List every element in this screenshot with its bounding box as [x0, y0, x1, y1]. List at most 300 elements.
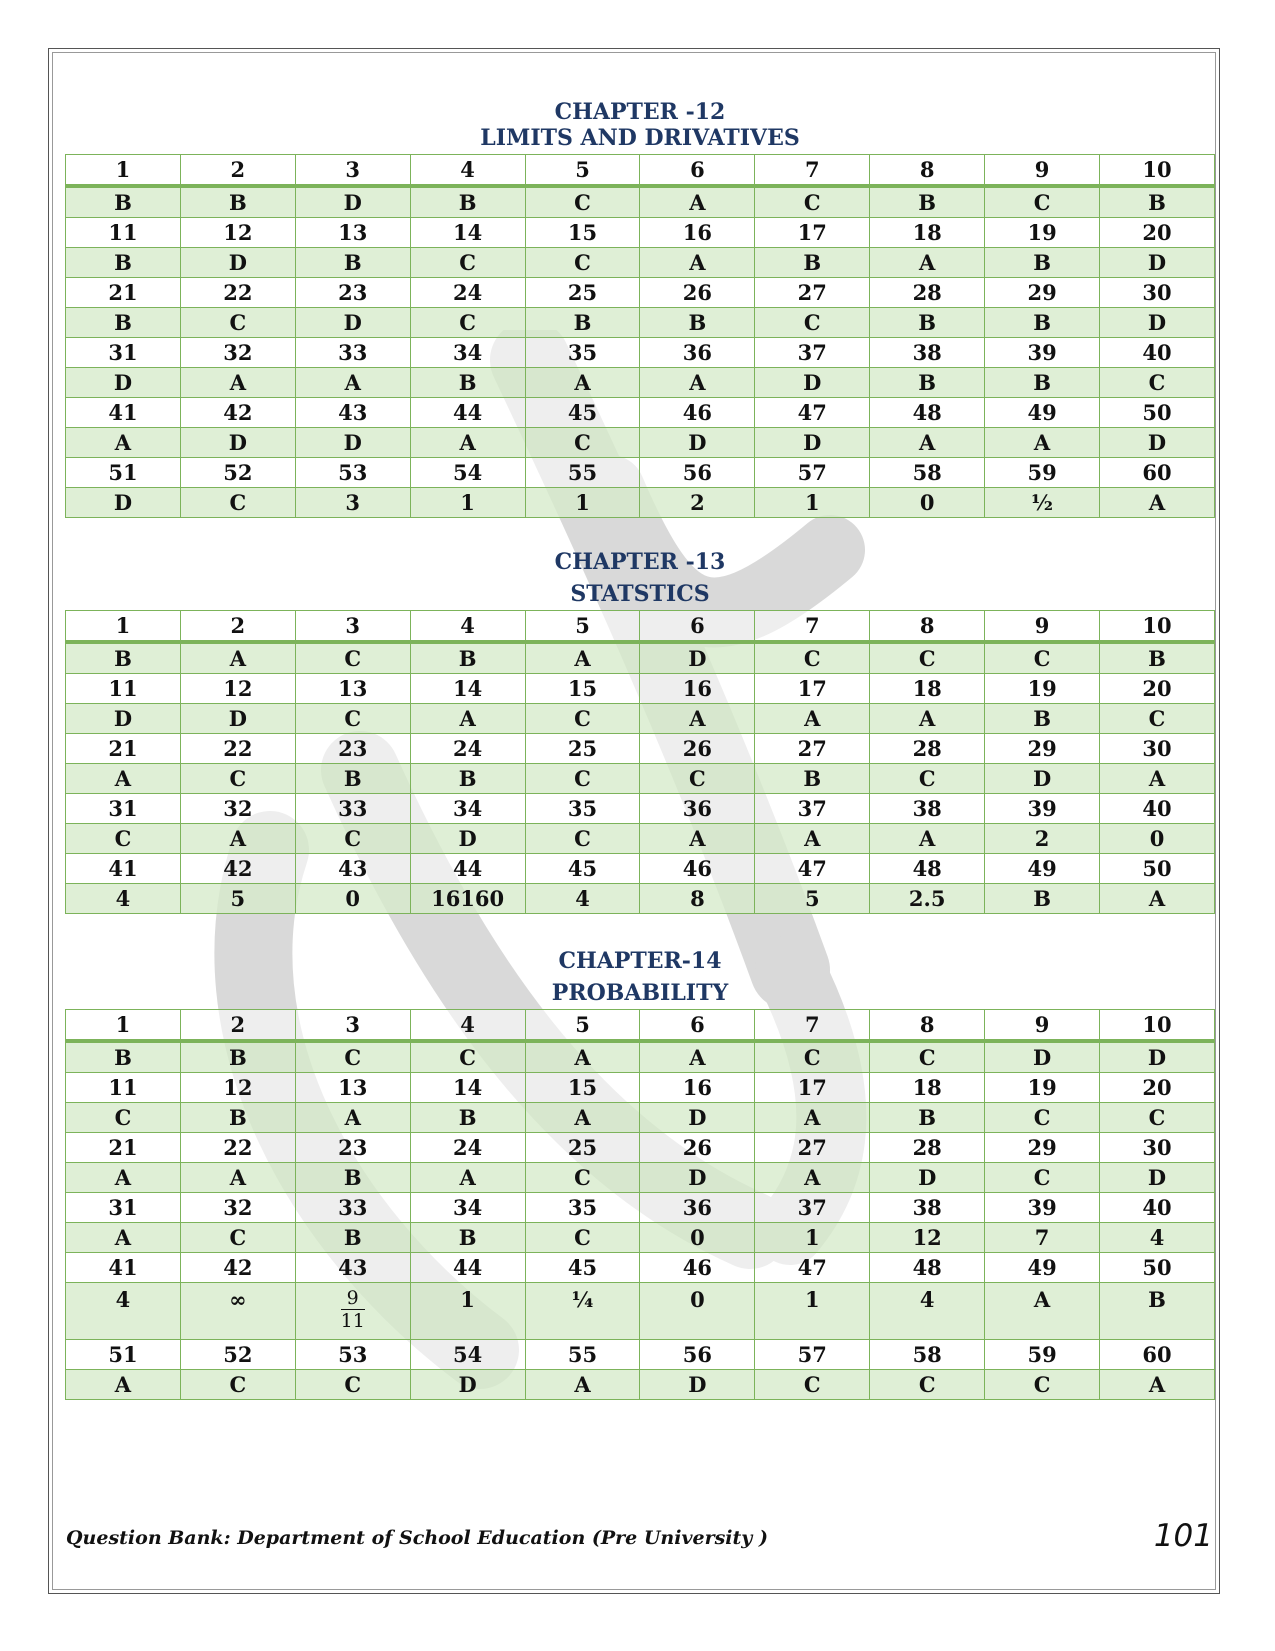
question-number-cell: 39	[985, 338, 1100, 368]
answer-cell: C	[410, 308, 525, 338]
chapter-14-title: CHAPTER-14	[558, 948, 722, 974]
question-number-cell: 50	[1100, 398, 1215, 428]
answer-cell: B	[870, 368, 985, 398]
question-number-row	[66, 854, 1215, 884]
answer-cell: A	[525, 642, 640, 674]
question-number-cell: 2	[180, 1010, 295, 1042]
answer-cell: D	[295, 186, 410, 218]
question-number-cell: 22	[180, 1133, 295, 1163]
answer-cell: B	[410, 764, 525, 794]
fraction-denominator: 11	[340, 1310, 365, 1332]
question-number-cell: 18	[870, 1073, 985, 1103]
question-number-cell: 17	[755, 1073, 870, 1103]
answer-cell: A	[640, 186, 755, 218]
answer-cell: A	[180, 642, 295, 674]
answer-cell: 0	[640, 1223, 755, 1253]
footer-text: Question Bank: Department of School Education (Pre University )	[66, 1527, 768, 1549]
question-number-cell: 29	[985, 278, 1100, 308]
question-number-cell: 53	[295, 1340, 410, 1370]
question-number-cell: 16	[640, 1073, 755, 1103]
question-number-cell: 56	[640, 458, 755, 488]
answer-cell: 3	[295, 488, 410, 518]
question-number-row	[66, 278, 1215, 308]
question-number-cell: 6	[640, 155, 755, 187]
answer-cell: B	[66, 248, 181, 278]
question-number-cell: 13	[295, 218, 410, 248]
answer-cell: B	[755, 248, 870, 278]
question-number-cell: 27	[755, 734, 870, 764]
answer-cell: B	[985, 368, 1100, 398]
question-number-row	[66, 794, 1215, 824]
answer-row	[66, 1103, 1215, 1133]
question-number-cell: 42	[180, 1253, 295, 1283]
answer-cell: C	[755, 1370, 870, 1400]
question-number-cell: 7	[755, 155, 870, 187]
answer-cell: D	[870, 1163, 985, 1193]
answer-cell: A	[180, 824, 295, 854]
question-number-cell: 39	[985, 1193, 1100, 1223]
question-number-cell: 9	[985, 611, 1100, 643]
answer-cell: C	[1100, 704, 1215, 734]
answer-cell: B	[410, 368, 525, 398]
question-number-cell: 5	[525, 1010, 640, 1042]
answer-cell: D	[66, 368, 181, 398]
question-number-cell: 30	[1100, 734, 1215, 764]
answer-cell: D	[1100, 428, 1215, 458]
answer-cell: C	[985, 186, 1100, 218]
question-number-cell: 47	[755, 398, 870, 428]
answer-cell: B	[985, 884, 1100, 914]
question-number-cell: 38	[870, 338, 985, 368]
answer-cell: A	[410, 704, 525, 734]
question-number-cell: 33	[295, 338, 410, 368]
question-number-cell: 15	[525, 674, 640, 704]
answer-cell: C	[410, 1041, 525, 1073]
question-number-cell: 10	[1100, 611, 1215, 643]
answer-cell: C	[985, 1103, 1100, 1133]
answer-row	[66, 764, 1215, 794]
answer-row	[66, 186, 1215, 218]
answer-cell: 0	[295, 884, 410, 914]
answer-cell: A	[66, 1163, 181, 1193]
question-number-cell: 3	[295, 155, 410, 187]
answer-cell: ½	[985, 488, 1100, 518]
answer-cell: A	[870, 824, 985, 854]
answer-cell: A	[755, 1163, 870, 1193]
answer-cell: C	[66, 1103, 181, 1133]
answer-cell: 2	[640, 488, 755, 518]
question-number-cell: 42	[180, 398, 295, 428]
answer-cell: 1	[410, 1283, 525, 1340]
question-number-cell: 57	[755, 458, 870, 488]
answer-cell: B	[985, 248, 1100, 278]
answer-cell: C	[1100, 1103, 1215, 1133]
question-number-cell: 31	[66, 1193, 181, 1223]
fraction-numerator: 9	[341, 1287, 365, 1310]
answer-cell: C	[755, 642, 870, 674]
answer-cell: A	[870, 704, 985, 734]
question-number-cell: 32	[180, 794, 295, 824]
answer-row	[66, 824, 1215, 854]
question-number-cell: 37	[755, 1193, 870, 1223]
answer-cell: D	[295, 428, 410, 458]
question-number-cell: 14	[410, 674, 525, 704]
answer-cell: A	[66, 764, 181, 794]
question-number-row	[66, 611, 1215, 643]
answer-cell: 5	[180, 884, 295, 914]
question-number-cell: 25	[525, 1133, 640, 1163]
question-number-row	[66, 1193, 1215, 1223]
chapter-14-answer-table	[65, 1009, 1215, 1400]
answer-cell: A	[870, 248, 985, 278]
answer-cell: A	[640, 248, 755, 278]
question-number-cell: 23	[295, 734, 410, 764]
question-number-cell: 37	[755, 338, 870, 368]
question-number-cell: 13	[295, 1073, 410, 1103]
answer-cell: D	[180, 428, 295, 458]
question-number-cell: 29	[985, 734, 1100, 764]
question-number-cell: 4	[410, 611, 525, 643]
answer-cell: B	[66, 186, 181, 218]
answer-cell: 1	[525, 488, 640, 518]
question-number-cell: 31	[66, 794, 181, 824]
answer-cell: 5	[755, 884, 870, 914]
question-number-cell: 33	[295, 794, 410, 824]
question-number-cell: 46	[640, 1253, 755, 1283]
answer-cell: C	[870, 1041, 985, 1073]
answer-cell: 7	[985, 1223, 1100, 1253]
answer-cell: 0	[870, 488, 985, 518]
answer-cell: C	[525, 1223, 640, 1253]
question-number-cell: 26	[640, 278, 755, 308]
question-number-cell: 20	[1100, 674, 1215, 704]
question-number-cell: 27	[755, 1133, 870, 1163]
answer-cell: D	[1100, 248, 1215, 278]
answer-cell: C	[410, 248, 525, 278]
question-number-cell: 29	[985, 1133, 1100, 1163]
answer-cell: A	[755, 704, 870, 734]
question-number-cell: 36	[640, 794, 755, 824]
answer-cell: D	[66, 704, 181, 734]
answer-cell: 4	[525, 884, 640, 914]
answer-cell: 0	[640, 1283, 755, 1340]
answer-cell: B	[1100, 642, 1215, 674]
answer-cell: B	[755, 764, 870, 794]
question-number-cell: 51	[66, 458, 181, 488]
answer-cell: 1	[755, 1223, 870, 1253]
question-number-cell: 1	[66, 155, 181, 187]
question-number-cell: 3	[295, 1010, 410, 1042]
question-number-cell: 14	[410, 218, 525, 248]
answer-cell: C	[870, 1370, 985, 1400]
question-number-row	[66, 398, 1215, 428]
question-number-cell: 12	[180, 218, 295, 248]
answer-cell: B	[66, 1041, 181, 1073]
answer-cell: A	[870, 428, 985, 458]
answer-row	[66, 704, 1215, 734]
answer-cell: 12	[870, 1223, 985, 1253]
question-number-row	[66, 734, 1215, 764]
question-number-row	[66, 1133, 1215, 1163]
question-number-cell: 27	[755, 278, 870, 308]
question-number-cell: 44	[410, 1253, 525, 1283]
answer-cell: D	[1100, 1041, 1215, 1073]
answer-cell: A	[410, 428, 525, 458]
answer-cell: A	[525, 1370, 640, 1400]
question-number-cell: 38	[870, 1193, 985, 1223]
chapter-12-section	[65, 96, 1215, 518]
answer-cell: B	[410, 186, 525, 218]
answer-cell: D	[410, 1370, 525, 1400]
question-number-cell: 6	[640, 611, 755, 643]
question-number-cell: 45	[525, 398, 640, 428]
question-number-cell: 56	[640, 1340, 755, 1370]
question-number-cell: 11	[66, 218, 181, 248]
answer-row	[66, 488, 1215, 518]
answer-row	[66, 1163, 1215, 1193]
answer-cell: B	[180, 186, 295, 218]
chapter-13-title: CHAPTER -13	[554, 549, 726, 575]
answer-cell: A	[66, 1370, 181, 1400]
question-number-cell: 44	[410, 398, 525, 428]
answer-cell: A	[1100, 488, 1215, 518]
answer-cell: B	[525, 308, 640, 338]
question-number-cell: 35	[525, 338, 640, 368]
question-number-cell: 2	[180, 611, 295, 643]
answer-cell: C	[985, 1163, 1100, 1193]
answer-cell: D	[755, 428, 870, 458]
chapter-13-section	[65, 546, 1215, 914]
answer-cell: D	[640, 428, 755, 458]
question-number-row	[66, 1073, 1215, 1103]
chapter-12-answer-table	[65, 154, 1215, 518]
answer-cell: C	[180, 488, 295, 518]
question-number-cell: 13	[295, 674, 410, 704]
question-number-cell: 6	[640, 1010, 755, 1042]
answer-cell: A	[640, 368, 755, 398]
question-number-cell: 9	[985, 155, 1100, 187]
question-number-row	[66, 1010, 1215, 1042]
question-number-cell: 39	[985, 794, 1100, 824]
answer-cell: A	[295, 1103, 410, 1133]
question-number-cell: 7	[755, 611, 870, 643]
question-number-row	[66, 155, 1215, 187]
answer-cell: D	[640, 1163, 755, 1193]
answer-cell: B	[295, 764, 410, 794]
question-number-cell: 45	[525, 854, 640, 884]
answer-cell: B	[985, 704, 1100, 734]
question-number-cell: 25	[525, 734, 640, 764]
answer-cell: C	[755, 308, 870, 338]
question-number-cell: 28	[870, 278, 985, 308]
answer-cell: A	[525, 1103, 640, 1133]
answer-cell: A	[640, 824, 755, 854]
answer-cell: 0	[1100, 824, 1215, 854]
answer-cell: C	[755, 1041, 870, 1073]
answer-cell: C	[180, 1223, 295, 1253]
question-number-cell: 53	[295, 458, 410, 488]
answer-row	[66, 248, 1215, 278]
question-number-cell: 40	[1100, 338, 1215, 368]
question-number-cell: 55	[525, 1340, 640, 1370]
answer-cell: C	[525, 824, 640, 854]
question-number-cell: 50	[1100, 854, 1215, 884]
question-number-cell: 24	[410, 1133, 525, 1163]
answer-cell: A	[640, 704, 755, 734]
question-number-cell: 51	[66, 1340, 181, 1370]
question-number-cell: 37	[755, 794, 870, 824]
question-number-cell: 14	[410, 1073, 525, 1103]
question-number-cell: 35	[525, 794, 640, 824]
answer-row	[66, 368, 1215, 398]
question-number-row	[66, 1253, 1215, 1283]
answer-cell: 2.5	[870, 884, 985, 914]
answer-cell: ∞	[180, 1283, 295, 1340]
answer-cell: A	[66, 428, 181, 458]
question-number-cell: 58	[870, 458, 985, 488]
answer-cell: D	[985, 1041, 1100, 1073]
question-number-cell: 12	[180, 1073, 295, 1103]
question-number-cell: 4	[410, 155, 525, 187]
question-number-cell: 8	[870, 1010, 985, 1042]
question-number-cell: 2	[180, 155, 295, 187]
answer-cell: C	[985, 642, 1100, 674]
answer-cell: C	[525, 1163, 640, 1193]
question-number-cell: 17	[755, 218, 870, 248]
answer-cell: A	[1100, 884, 1215, 914]
question-number-cell: 28	[870, 1133, 985, 1163]
answer-cell: A	[66, 1223, 181, 1253]
answer-row	[66, 1041, 1215, 1073]
answer-cell: C	[1100, 368, 1215, 398]
question-number-cell: 59	[985, 458, 1100, 488]
question-number-cell: 7	[755, 1010, 870, 1042]
answer-cell: C	[180, 308, 295, 338]
question-number-row	[66, 458, 1215, 488]
question-number-cell: 22	[180, 278, 295, 308]
answer-cell: A	[985, 1283, 1100, 1340]
answer-cell: A	[525, 368, 640, 398]
question-number-cell: 30	[1100, 278, 1215, 308]
question-number-cell: 34	[410, 338, 525, 368]
chapter-14-subtitle: PROBABILITY	[551, 980, 729, 1006]
answer-cell: B	[180, 1103, 295, 1133]
question-number-cell: 21	[66, 1133, 181, 1163]
question-number-cell: 60	[1100, 1340, 1215, 1370]
question-number-cell: 11	[66, 1073, 181, 1103]
answer-cell: A	[755, 1103, 870, 1133]
question-number-cell: 49	[985, 1253, 1100, 1283]
question-number-cell: 23	[295, 278, 410, 308]
answer-cell: A	[180, 368, 295, 398]
answer-cell: C	[295, 704, 410, 734]
answer-row	[66, 1370, 1215, 1400]
answer-cell: A	[295, 368, 410, 398]
page-number: 101	[1153, 1518, 1213, 1554]
answer-cell: B	[295, 248, 410, 278]
question-number-cell: 49	[985, 854, 1100, 884]
answer-cell: C	[295, 1370, 410, 1400]
answer-cell: B	[180, 1041, 295, 1073]
answer-cell: C	[870, 764, 985, 794]
answer-cell: D	[985, 764, 1100, 794]
answer-cell: A	[525, 1041, 640, 1073]
question-number-cell: 54	[410, 1340, 525, 1370]
answer-row	[66, 308, 1215, 338]
question-number-cell: 58	[870, 1340, 985, 1370]
answer-cell: C	[66, 824, 181, 854]
question-number-cell: 50	[1100, 1253, 1215, 1283]
question-number-cell: 48	[870, 398, 985, 428]
question-number-row	[66, 1340, 1215, 1370]
answer-cell: 1	[755, 488, 870, 518]
question-number-cell: 24	[410, 278, 525, 308]
question-number-cell: 42	[180, 854, 295, 884]
question-number-row	[66, 218, 1215, 248]
answer-cell: A	[1100, 1370, 1215, 1400]
question-number-cell: 32	[180, 1193, 295, 1223]
question-number-cell: 36	[640, 338, 755, 368]
answer-row	[66, 1283, 1215, 1340]
question-number-cell: 1	[66, 1010, 181, 1042]
answer-cell: A	[180, 1163, 295, 1193]
question-number-cell: 54	[410, 458, 525, 488]
answer-cell: D	[295, 308, 410, 338]
question-number-cell: 47	[755, 1253, 870, 1283]
question-number-cell: 4	[410, 1010, 525, 1042]
answer-cell: B	[870, 1103, 985, 1133]
answer-cell: D	[640, 1103, 755, 1133]
question-number-cell: 41	[66, 1253, 181, 1283]
answer-cell: 1	[410, 488, 525, 518]
question-number-cell: 60	[1100, 458, 1215, 488]
question-number-cell: 44	[410, 854, 525, 884]
chapter-12-subtitle: LIMITS AND DRIVATIVES	[480, 125, 800, 151]
question-number-cell: 33	[295, 1193, 410, 1223]
answer-cell: B	[295, 1163, 410, 1193]
question-number-cell: 26	[640, 1133, 755, 1163]
answer-cell: B	[66, 308, 181, 338]
answer-cell: D	[640, 642, 755, 674]
answer-cell: D	[180, 248, 295, 278]
question-number-cell: 30	[1100, 1133, 1215, 1163]
question-number-cell: 21	[66, 734, 181, 764]
answer-cell: C	[180, 764, 295, 794]
question-number-cell: 16	[640, 218, 755, 248]
answer-cell: ¼	[525, 1283, 640, 1340]
question-number-cell: 11	[66, 674, 181, 704]
question-number-cell: 48	[870, 854, 985, 884]
answer-cell: 16160	[410, 884, 525, 914]
answer-cell: A	[410, 1163, 525, 1193]
question-number-cell: 19	[985, 218, 1100, 248]
question-number-cell: 43	[295, 854, 410, 884]
question-number-cell: 48	[870, 1253, 985, 1283]
answer-fraction-cell	[295, 1283, 410, 1340]
question-number-cell: 40	[1100, 1193, 1215, 1223]
answer-cell: D	[1100, 308, 1215, 338]
answer-cell: A	[985, 428, 1100, 458]
question-number-cell: 55	[525, 458, 640, 488]
question-number-cell: 46	[640, 854, 755, 884]
answer-row	[66, 428, 1215, 458]
question-number-cell: 52	[180, 1340, 295, 1370]
question-number-cell: 34	[410, 1193, 525, 1223]
question-number-cell: 38	[870, 794, 985, 824]
question-number-cell: 15	[525, 1073, 640, 1103]
answer-cell: C	[755, 186, 870, 218]
question-number-cell: 15	[525, 218, 640, 248]
